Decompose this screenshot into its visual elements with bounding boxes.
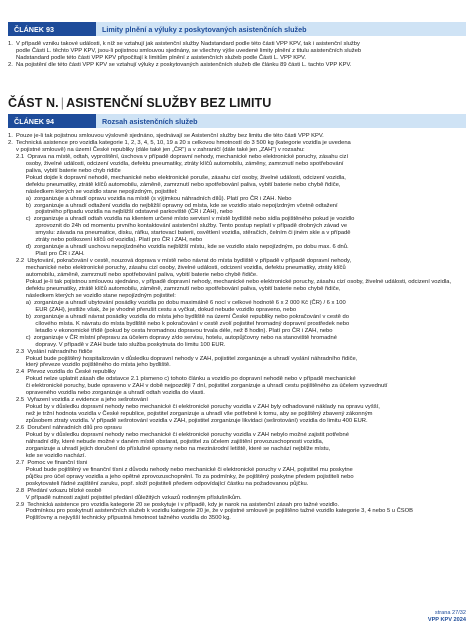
article-94-line: 2.6 Doručení náhradních dílů pro opravu: [8, 425, 122, 432]
article-94-line: pojistného případu vozidla na nejbližší odstavné parkoviště (ČR i ZAH), nebo: [8, 209, 233, 216]
article-94-line: kde se vozidlo nachází.: [8, 452, 86, 459]
article-94-line: letadlo v ekonomické třídě (pokud by cesta hromadnou dopravou trvala déle, než 8 hodin). Platí pro ČR i ZAH, nebo: [8, 327, 333, 334]
article-93-label: ČLÁNEK 93: [8, 22, 96, 36]
article-94-line: a) zorganizuje a uhradí ubytování posádky vozidla po dobu maximálně 6 nocí v celkové hodnotě 6 x 2 000 Kč (ČR) / 6 x 100: [8, 299, 346, 306]
article-93-body: [8, 41, 462, 69]
article-94-line: poskytovateli řádné zajištění zaruku, popř. složí pojistiteli předem odpovídající částku na požadovanou půjčku.: [8, 480, 309, 487]
article-94-line: V případě nutnosti zajistí pojistitel předání důležitých vzkazů rodinným příslušníkům.: [8, 494, 242, 501]
article-94-line: 2.1 Oprava na místě, odtah, vyproštění, úschova v případě dopravní nehody, mechanické nebo elektronické poruchy, zásahu cizí: [8, 153, 349, 160]
article-94-label: ČLÁNEK 94: [8, 114, 96, 128]
article-94-line: a) zorganizuje a uhradí opravu vozidla na místě (s výjimkou náhradních dílů). Platí pro ČR i ZAH. Nebo: [8, 195, 292, 202]
article-93-line: Nadstandard podle této části VPP KPV připočítají k limitům plnění z asistenčních služeb podle Části L. VPP KPV.: [8, 54, 306, 61]
article-94-line: defektu pneumatiky, ztrátě klíčů automobilu, záměně, zamrznutí nebo spotřebování paliva, vybití baterie nebo chybě řidiče,: [8, 181, 341, 188]
article-94-line: 2. Technická asistence pro vozidla kategorie 1, 2, 3, 4, 5, 10, 19 a 20 s celkovou hmotností do 3 500 kg (kategorie vozidla je uvedena: [8, 139, 351, 146]
article-94-line: 2.9 Technická asistence pro vozidla kategorie 20 se poskytuje i v případě, kdy je narok na asistenční zásah pro tažné vozidlo.: [8, 501, 340, 508]
article-94-line: 2.5 Vyřazení vozidla z evidence a jeho sešrotování: [8, 397, 148, 404]
article-94-line: 1. Pouze je-li tak pojistnou smlouvou výslovně sjednáno, sjednávají se Asistenční služby bez limitu dle této části VPP KPV.: [8, 133, 324, 139]
article-94-line: než je tržní hodnota vozidla v České republice, pojistitel zorganizuje a uhradí vše potřebné k tomu, aby se pojištěný zbavený zákonným: [8, 411, 373, 418]
article-94-line: Pokud je-li tak pojistnou smlouvou sjednáno, v případě dopravní nehody, mechanické nebo elektronické poruchy, zásahu cizí osoby, živelné události, odcizení vozidla,: [8, 279, 452, 286]
article-94-line: automobilu, záměně, zamrznutí nebo spotřebování paliva, vybití baterie nebo chybě řidiče.: [8, 272, 258, 279]
article-94-line: ztráty nebo poškození klíčů od vozidla). Platí pro ČR i ZAH, nebo: [8, 237, 203, 244]
article-94-line: 2.4 Převoz vozidla do České republiky: [8, 369, 116, 376]
article-94-line: mechanické nebo elektronické poruchy, zásahu cizí osoby, živelné události, odcizení vozidla, defektu pneumatiky, ztráty klíčů: [8, 265, 346, 272]
article-94-line: 2.2 Ubytování, pokračování v cestě, nouzová doprava v místě nebo návrat do místa bydliště v případě v případě dopravní nehody,: [8, 258, 352, 265]
part-prefix: ČÁST N.: [8, 96, 59, 110]
article-94-line: smyslu: závada na pneumatice, disku, ráfku, startovací baterii, osvětlení vozidla, stěračích, čelním či jiném skle a v případě: [8, 230, 351, 237]
article-94-header: [8, 114, 466, 128]
page-footer: [428, 610, 466, 624]
article-94-line: následkem kterých se vozidlo stane nepojízdným, pojistitel:: [8, 188, 178, 195]
part-title: ASISTENČNÍ SLUŽBY BEZ LIMITU: [66, 96, 272, 110]
article-94-line: Pojišťovny a nejvyšší technicky přípustná hmotnost tažného vozidla do 3500 kg.: [8, 515, 231, 522]
article-94-line: Pokud dojde k dopravní nehodě, mechanické nebo elektronické poruše, zásahu cizí osoby, živelné události, odcizení vozidla,: [8, 174, 346, 181]
page-number: strana 27/32: [434, 610, 466, 616]
article-94-line: v pojistné smlouvě) na území České republiky (dále také jen „ČR") a v zahraničí (dále také jen „ZAH") v rozsahu:: [8, 146, 305, 153]
document-code: VPP KPV 2024: [427, 617, 466, 623]
article-94-line: EUR (ZAH), jestliže však, že je vhodné přerušit cestu a vyčkat, dokud nebude vozidlo opraveno, nebo: [8, 306, 297, 313]
article-94-line: zorganizuje a uhradí jejich doručení do příslušné opravny nebo na mezinárodní letiště, které se nachází nejblíže místu,: [8, 445, 331, 452]
article-94-line: 2.7 Pomoc ve finanční tísni: [8, 459, 88, 466]
article-94-line: c) zorganizuje a uhradí odtah vozidla na klientem určené místo servisní v místě bydliště nebo sídla pojištěného pokud je vozidlo: [8, 216, 355, 223]
article-94-line: d) zorganizuje a uhradí uschovu nepojízdného vozidla nejbližší místu, kde se vozidlo stalo nepojízdným, po dobu max. 6 dnů.: [8, 244, 349, 251]
article-94-title: Rozsah asistenčních služeb: [96, 114, 466, 128]
article-94-body: [8, 133, 462, 522]
article-94-line: který převeze vozidlo pojištěného do místa jeho bydliště.: [8, 362, 171, 369]
article-94-line: náhradní díly, které nebude možné v daném místě obstarat, pojistitel za účelem zajištění provozuschopnosti vozidla,: [8, 438, 324, 445]
article-94-line: 2.3 Vyslání náhradního řidiče: [8, 348, 93, 355]
article-93-line: 2. Na pojistění dle této části VPP KPV se vztahují výluky z poskytovaných asistenčních služeb dle článku 89 části L. tachto VPP KPV.: [8, 61, 352, 68]
article-94-line: Podmínkou pro poskytnutí asistenčních služeb k vozidlu kategorie 20 je, že v pojistné smlouvě je pojištěno tažné vozidlo kategorie 3, 4 nebo 5 u ČSOB: [8, 508, 414, 515]
article-94-line: Pokud by v důsledku dopravní nehody nebo mechanické či elektronické poruchy vozidla v ZAH nebylo možné zajistit potřebné: [8, 431, 349, 438]
article-94-line: následkem kterých se vozidlo stane nepojízdným pojistitel:: [8, 292, 176, 299]
article-94-line: osoby, živelné události, odcizení vozidla, defektu pneumatiky, ztráty klíčů automobilu, záměny, zamrznutí nebo spotřebování: [8, 160, 344, 167]
article-94-line: defektu pneumatiky, ztrátě klíčů automobilu, záměně, zamrznutí nebo spotřebování paliva, vybití baterie nebo chybě řidiče,: [8, 285, 341, 292]
article-94-line: c) zorganizuje v ČR místní přepravu za účelem dopravy z/do servisu, hotelu, autopůjčovny nebo na stanoviště hromadné: [8, 334, 337, 341]
article-93-line: 1. V případě vzniku takové události, k níž se vztahují jak asistenční služby Nadstandard podle této části VPP KPV, tak i asistenční služby: [8, 41, 360, 47]
part-separator: |: [60, 96, 65, 110]
article-93-title: Limity plnění a výluky z poskytovaných asistenčních služeb: [96, 22, 466, 36]
article-94-line: b) zorganizuje a uhradí odtažení vozidla do nejbližší opravny od místa, kde se vozidlo stalo nepojízdným včetně odtažení: [8, 202, 338, 209]
article-94-line: Pokud by v důsledku dopravní nehody nebo mechanické či elektronické poruchy vozidla v ZAH byly odhadované náklady na opravu vyšší,: [8, 404, 380, 411]
article-94-line: dopravy. V případě v ZAH bude tato služba poskytnuta do limitu 100 EUR.: [8, 341, 226, 348]
article-94-line: zprovoznit do 24h od momentu prvního kontaktování asistenční služby. Tento postup neplatí v případě drobných závad ve: [8, 223, 348, 230]
article-93-header: [8, 22, 466, 36]
article-94-line: paliva, vybití baterie nebo chyb ridiče: [8, 167, 121, 174]
article-94-line: cílového místa. K návratu do místa bydliště nebo k pokračování v cestě zvolí pojistitel hromadný dopravní prostředek nebo: [8, 320, 350, 327]
article-94-line: či elektronické poruchy, bude opraveno v ZAH v době nejpozději 7 dní, pojistitel zorganizuje a uhradí cestu pojištěného za účelem vyzvednutí: [8, 383, 388, 390]
article-94-line: Pokud bude pojištěný ve finanční tísni z důvodu nehody nebo mechanické či elektronické poruchy v ZAH, pojistitel mu poskytne: [8, 466, 353, 473]
part-heading: [8, 96, 271, 110]
article-94-line: půjčku pro účel opravy vozidla a jeho opětné zprovozuschopnění. To za podmínky, že pojištěný poskytne předem pojistiteli nebo: [8, 473, 354, 480]
article-93-line: podle Části L. těchto VPP KPV, jsou-li pojistnou smlouvou sjednány, se všechny výše uvedené limity plnění z titulu asistenčních služeb: [8, 47, 362, 54]
article-94-line: 2.8 Předání vzkazu blízké osobě: [8, 487, 102, 494]
article-94-line: b) zorganizuje a uhradí návrat posádky vozidla do místa jeho bydliště na území České republiky nebo pokračování v cestě do: [8, 313, 349, 320]
article-94-line: opraveného vozidla nebo zorganizuje a uhradí odtah vozidla do vlasti.: [8, 390, 205, 397]
article-94-line: Pokud bude pojištěný hospitalizován v důsledku dopravní nehody v ZAH, pojistitel zorganizuje a uhradí vyslání náhradního řidiče,: [8, 355, 358, 362]
article-94-line: Platí pro ČR i ZAH.: [8, 251, 85, 258]
article-94-line: Pokud nelze uplatnit zásah dle odstavce 2.1 písmeno c) tohoto článku a vozidlo po dopravní nehodě nebo v případě mechanické: [8, 376, 356, 383]
article-94-line: způsobem ztraty vozidla. V případě sešrotování vozidla v ZAH, pojistitel zorganizuje likvidaci (sešrotování) vozidla do limitu 400 EUR.: [8, 418, 368, 425]
